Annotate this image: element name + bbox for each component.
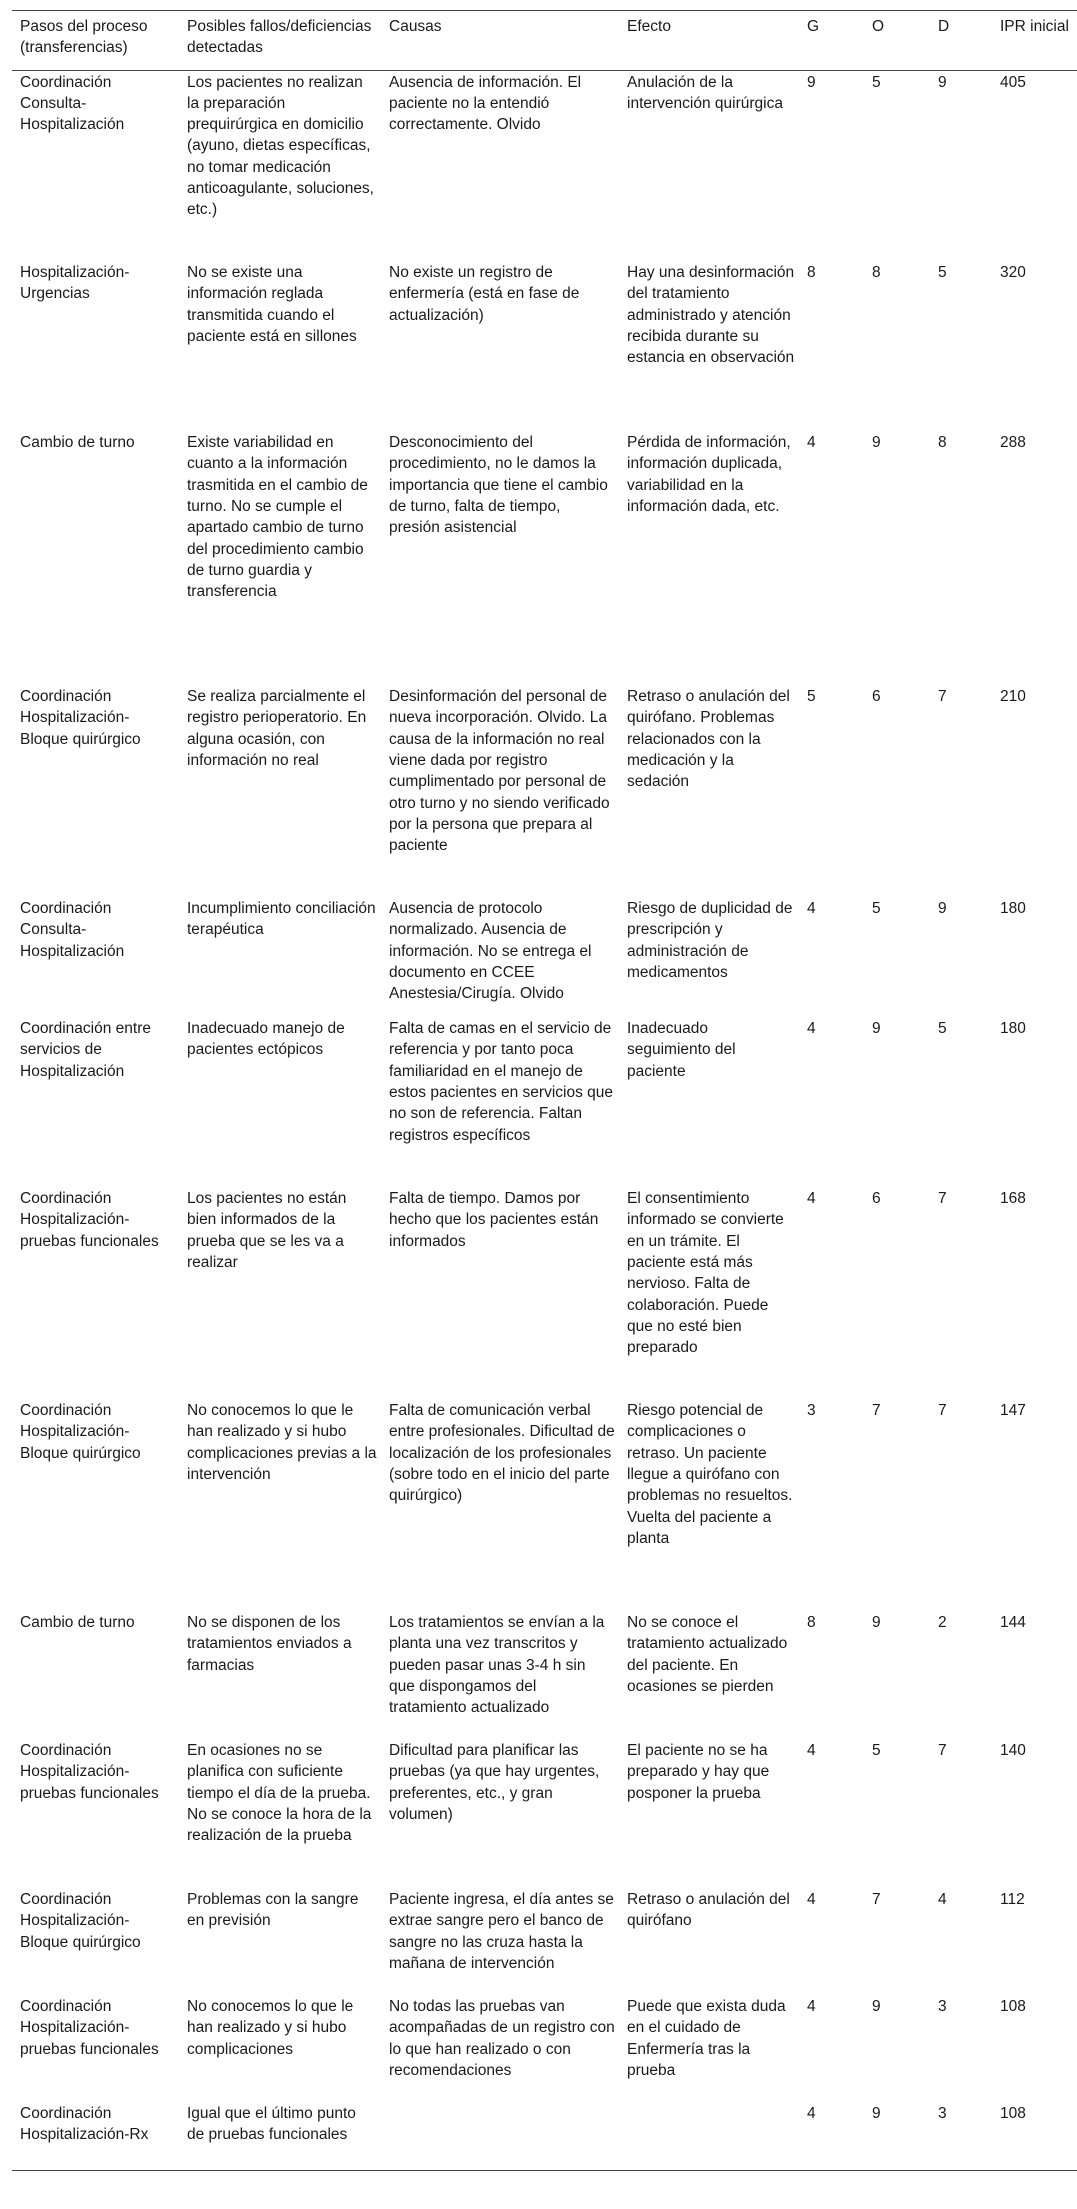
cell-paso: Coordinación Consulta-Hospitalización [20, 73, 125, 134]
cell-o: 9 [872, 1998, 881, 2016]
cell-fallo: No se disponen de los tratamientos enviados a farmacias [187, 1614, 352, 1674]
cell-paso: Coordinación Hospitalización-pruebas funcionales [20, 1998, 159, 2058]
cell-causa: Paciente ingresa, el día antes se extrae sangre pero el banco de sangre no las cruza hasta la mañana de intervención [389, 1891, 614, 1972]
cell-g: 4 [807, 1190, 816, 1208]
cell-o: 6 [872, 1190, 881, 1208]
cell-ipr: 288 [1000, 434, 1026, 452]
cell-efecto: Puede que exista duda en el cuidado de Enfermería tras la prueba [627, 1998, 786, 2079]
cell-fallo: Igual que el último punto de pruebas funcionales [179, 2102, 381, 2170]
cell-g: 4 [807, 1998, 816, 2016]
cell-ipr: 405 [1000, 73, 1026, 91]
table-row [12, 1739, 1077, 1888]
cell-d: 7 [938, 1742, 947, 1760]
cell-o: 8 [872, 264, 881, 282]
header-o: O [864, 11, 930, 71]
table-row [12, 431, 1077, 685]
cell-o: 9 [872, 1614, 881, 1632]
cell-efecto: El consentimiento informado se convierte en un trámite. El paciente está más nervioso. Falta de colaboración. Puede que no esté bien preparado [627, 1190, 784, 1357]
header-fallos: Posibles fallos/deficiencias detectadas [179, 11, 381, 71]
cell-efecto: Hay una desinformación del tratamiento administrado y atención recibida durante su estancia en observación [627, 264, 795, 367]
cell-fallo: No conocemos lo que le han realizado y si hubo complicaciones [187, 1998, 354, 2058]
cell-ipr: 320 [1000, 264, 1026, 282]
cell-g: 9 [807, 73, 816, 91]
cell-causa: Ausencia de información. El paciente no la entendió correctamente. Olvido [389, 73, 582, 134]
header-efecto: Efecto [619, 11, 799, 71]
cell-fallo: Problemas con la sangre en previsión [187, 1891, 359, 1930]
cell-g: 3 [807, 1402, 816, 1420]
cell-o: 9 [872, 434, 881, 452]
header-causas: Causas [381, 11, 619, 71]
cell-causa: No todas las pruebas van acompañadas de un registro con lo que han realizado o con recomendaciones [389, 1998, 615, 2079]
cell-g: 4 [799, 2102, 864, 2170]
cell-causa: Falta de camas en el servicio de referencia y por tanto poca familiaridad en el manejo de estos pacientes en servicios que no son de referencia. Faltan registros específicos [389, 1020, 614, 1144]
cell-efecto: Retraso o anulación del quirófano. Problemas relacionados con la medicación y la sedación [627, 688, 790, 791]
cell-efecto: Retraso o anulación del quirófano [627, 1891, 790, 1930]
cell-causa: Falta de tiempo. Damos por hecho que los pacientes están informados [389, 1190, 599, 1250]
cell-paso: Cambio de turno [20, 1614, 135, 1632]
cell-d: 7 [938, 688, 947, 706]
cell-fallo: Los pacientes no realizan la preparación prequirúrgica en domicilio (ayuno, dietas específicas, no tomar medicación anticoagulante, soluciones, etc.) [187, 73, 374, 219]
table-row [12, 1995, 1077, 2102]
table-row [12, 70, 1077, 261]
cell-fallo: Los pacientes no están bien informados de la prueba que se les va a realizar [187, 1190, 347, 1271]
cell-ipr: 147 [1000, 1402, 1026, 1420]
cell-ipr: 108 [1000, 1998, 1026, 2016]
table-row [12, 1611, 1077, 1739]
cell-g: 4 [807, 900, 816, 918]
header-g: G [799, 11, 864, 71]
cell-efecto: Anulación de la intervención quirúrgica [627, 73, 783, 112]
cell-ipr: 180 [1000, 900, 1026, 918]
cell-causa: Los tratamientos se envían a la planta una vez transcritos y pueden pasar unas 3-4 h sin que dispongamos del tratamiento actualizado [389, 1614, 605, 1717]
cell-o: 7 [872, 1891, 881, 1909]
cell-d: 5 [938, 264, 947, 282]
cell-causa: Ausencia de protocolo normalizado. Ausencia de información. No se entrega el documento en CCEE Anestesia/Cirugía. Olvido [389, 900, 592, 1003]
cell-g: 4 [807, 1742, 816, 1760]
cell-paso: Cambio de turno [20, 434, 135, 452]
cell-ipr: 180 [1000, 1020, 1026, 1038]
header-pasos: Pasos del proceso (transferencias) [12, 11, 179, 71]
cell-causa: Dificultad para planificar las pruebas (ya que hay urgentes, preferentes, etc., y gran volumen) [389, 1742, 600, 1823]
cell-fallo: Incumplimiento conciliación terapéutica [187, 900, 376, 939]
cell-ipr: 112 [1000, 1891, 1025, 1909]
cell-causa: No existe un registro de enfermería (está en fase de actualización) [389, 264, 580, 324]
cell-paso: Coordinación Hospitalización-pruebas funcionales [20, 1742, 159, 1802]
cell-efecto: Riesgo de duplicidad de prescripción y administración de medicamentos [627, 900, 793, 981]
table-row [12, 2102, 1077, 2170]
table-row [12, 685, 1077, 897]
header-ipr: IPR inicial [992, 11, 1077, 71]
cell-o: 6 [872, 688, 881, 706]
cell-paso: Coordinación Hospitalización-Rx [12, 2102, 179, 2170]
cell-efecto: Inadecuado seguimiento del paciente [627, 1020, 736, 1080]
cell-causa: Desinformación del personal de nueva incorporación. Olvido. La causa de la información no real viene dada por registro cumplimentado por personal de otro turno y no siendo verificado por la persona que prepara al paciente [389, 688, 610, 855]
cell-ipr: 140 [1000, 1742, 1026, 1760]
cell-fallo: En ocasiones no se planifica con suficiente tiempo el día de la prueba. No se conoce la hora de la realización de la prueba [187, 1742, 372, 1845]
cell-paso: Coordinación Consulta-Hospitalización [20, 900, 125, 960]
cell-fallo: Existe variabilidad en cuanto a la información trasmitida en el cambio de turno. No se cumple el apartado cambio de turno del procedimiento cambio de turno guardia y transferencia [187, 434, 368, 601]
cell-fallo: No se existe una información reglada transmitida cuando el paciente está en sillones [187, 264, 357, 345]
cell-d: 3 [930, 2102, 992, 2170]
header-row [12, 11, 1077, 71]
cell-g: 4 [807, 434, 816, 452]
cell-efecto: No se conoce el tratamiento actualizado del paciente. En ocasiones se pierden [627, 1614, 788, 1695]
cell-paso: Coordinación Hospitalización-pruebas funcionales [20, 1190, 159, 1250]
cell-ipr: 144 [1000, 1614, 1026, 1632]
cell-efecto [619, 2102, 799, 2170]
header-d: D [930, 11, 992, 71]
cell-d: 7 [938, 1190, 947, 1208]
cell-g: 4 [807, 1891, 816, 1909]
table-row [12, 1187, 1077, 1399]
cell-o: 9 [864, 2102, 930, 2170]
cell-g: 5 [807, 688, 816, 706]
cell-causa: Falta de comunicación verbal entre profesionales. Dificultad de localización de los profesionales (sobre todo en el inicio del parte quirúrgico) [389, 1402, 615, 1505]
cell-paso: Coordinación Hospitalización-Bloque quirúrgico [20, 1891, 141, 1951]
cell-o: 9 [872, 1020, 881, 1038]
table-row [12, 1399, 1077, 1611]
cell-fallo: No conocemos lo que le han realizado y si hubo complicaciones previas a la intervención [187, 1402, 377, 1483]
cell-d: 5 [938, 1020, 947, 1038]
cell-d: 4 [938, 1891, 947, 1909]
cell-d: 9 [938, 73, 947, 91]
cell-o: 5 [872, 73, 881, 91]
cell-causa [381, 2102, 619, 2170]
cell-paso: Hospitalización-Urgencias [20, 264, 130, 303]
cell-o: 5 [872, 1742, 881, 1760]
cell-efecto: Pérdida de información, información duplicada, variabilidad en la información dada, etc. [627, 434, 791, 515]
table-body [12, 70, 1077, 2170]
cell-ipr: 210 [1000, 688, 1026, 706]
cell-d: 7 [938, 1402, 947, 1420]
table-row [12, 261, 1077, 431]
cell-efecto: Riesgo potencial de complicaciones o retraso. Un paciente llegue a quirófano con problemas no resueltos. Vuelta del paciente a planta [627, 1402, 793, 1547]
cell-causa: Desconocimiento del procedimiento, no le damos la importancia que tiene el cambio de turno, falta de tiempo, presión asistencial [389, 434, 608, 537]
cell-d: 8 [938, 434, 947, 452]
cell-efecto: El paciente no se ha preparado y hay que posponer la prueba [627, 1742, 770, 1802]
cell-paso: Coordinación Hospitalización-Bloque quirúrgico [20, 688, 141, 748]
cell-paso: Coordinación Hospitalización-Bloque quirúrgico [20, 1402, 141, 1462]
table-row [12, 1888, 1077, 1995]
cell-g: 4 [807, 1020, 816, 1038]
table-row [12, 1017, 1077, 1187]
cell-ipr: 108 [992, 2102, 1077, 2170]
cell-g: 8 [807, 1614, 816, 1632]
cell-o: 5 [872, 900, 881, 918]
cell-d: 2 [938, 1614, 947, 1632]
cell-fallo: Inadecuado manejo de pacientes ectópicos [187, 1020, 345, 1059]
cell-paso: Coordinación entre servicios de Hospitalización [20, 1020, 151, 1080]
amfe-table [12, 10, 1077, 2171]
cell-fallo: Se realiza parcialmente el registro perioperatorio. En alguna ocasión, con información no real [187, 688, 367, 769]
table-row [12, 897, 1077, 1017]
cell-d: 3 [938, 1998, 947, 2016]
cell-d: 9 [938, 900, 947, 918]
cell-g: 8 [807, 264, 816, 282]
cell-o: 7 [872, 1402, 881, 1420]
cell-ipr: 168 [1000, 1190, 1026, 1208]
